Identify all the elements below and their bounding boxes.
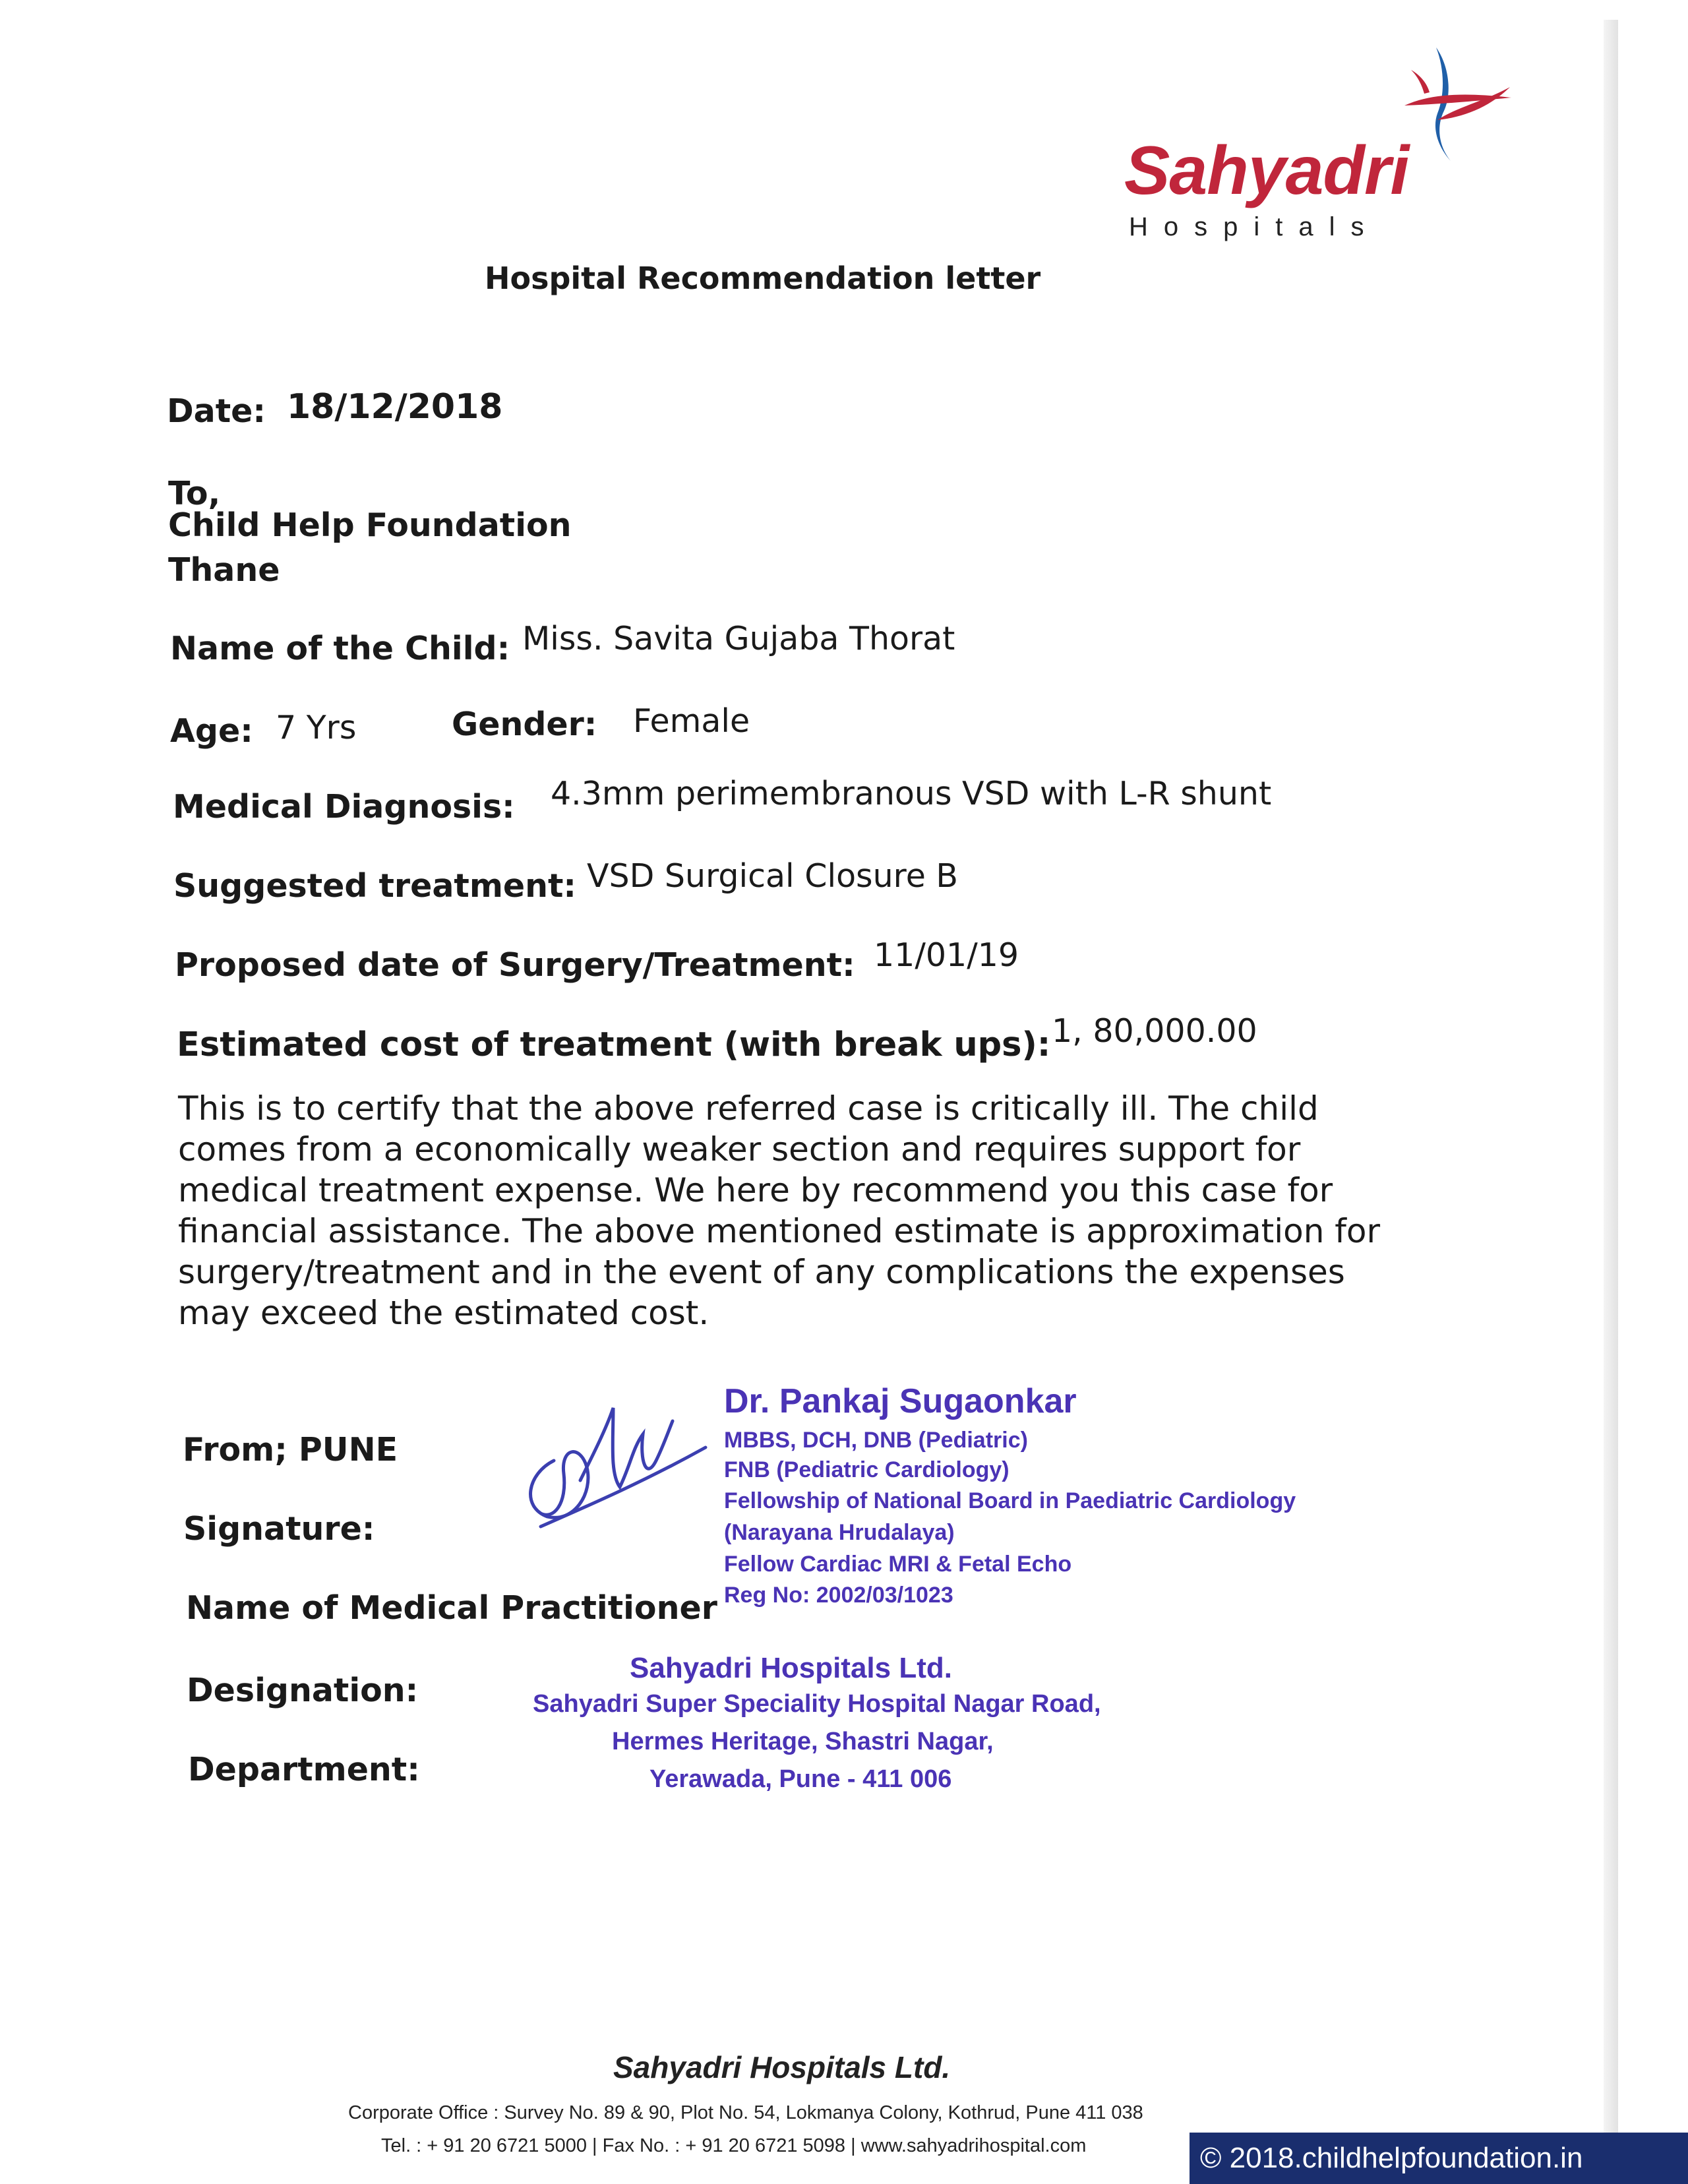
recipient-org: Child Help Foundation: [168, 506, 572, 544]
practitioner-label: Name of Medical Practitioner: [186, 1589, 717, 1627]
gender-value: Female: [633, 702, 750, 740]
hospital-stamp-line-2: Hermes Heritage, Shastri Nagar,: [612, 1728, 994, 1755]
from-label: From; PUNE: [183, 1431, 398, 1469]
doctor-qualification-3: Fellowship of National Board in Paediatric Cardiology: [724, 1488, 1296, 1513]
doctor-name: Dr. Pankaj Sugaonkar: [724, 1382, 1077, 1420]
age-label: Age:: [170, 712, 253, 750]
footer-address: Corporate Office : Survey No. 89 & 90, Plot No. 54, Lokmanya Colony, Kothrud, Pune 411 038: [348, 2102, 1143, 2123]
age-value: 7 Yrs: [276, 709, 357, 746]
recipient-city: Thane: [168, 551, 280, 589]
doctor-qualification-4: (Narayana Hrudalaya): [724, 1520, 955, 1545]
logo-subtitle: Hospitals: [1129, 212, 1380, 241]
document-title: Hospital Recommendation letter: [485, 260, 1041, 296]
diagnosis-value: 4.3mm perimembranous VSD with L-R shunt: [551, 775, 1272, 812]
hospital-stamp-name: Sahyadri Hospitals Ltd.: [630, 1652, 952, 1684]
date-value: 18/12/2018: [287, 387, 503, 427]
certification-paragraph: This is to certify that the above referred case is critically ill. The child comes from a economically weaker section and requires support for medical treatment expense. We here by recommend you this case for financial assistance. The above mentioned estimate is approximation for surgery/treatment and in the event of any complications the expenses may exceed the estimated cost.: [178, 1089, 1381, 1332]
handwritten-signature: [514, 1381, 712, 1546]
scan-edge-strip: [1604, 20, 1618, 2184]
child-name-label: Name of the Child:: [170, 630, 510, 667]
designation-label: Designation:: [187, 1672, 419, 1709]
recipient-to: To,: [168, 475, 221, 512]
signature-label: Signature:: [183, 1510, 375, 1548]
gender-label: Gender:: [452, 706, 597, 743]
surgery-date-value: 11/01/19: [874, 936, 1019, 974]
treatment-label: Suggested treatment:: [173, 867, 577, 905]
date-label: Date:: [167, 392, 266, 430]
sahyadri-cross-logo-icon: [1398, 41, 1517, 166]
cost-value: 1, 80,000.00: [1052, 1012, 1257, 1050]
hospital-stamp-line-3: Yerawada, Pune - 411 006: [649, 1765, 952, 1793]
footer-company: Sahyadri Hospitals Ltd.: [613, 2050, 951, 2084]
doctor-qualification-2: FNB (Pediatric Cardiology): [724, 1457, 1010, 1482]
doctor-qualification-1: MBBS, DCH, DNB (Pediatric): [724, 1428, 1028, 1453]
cost-label: Estimated cost of treatment (with break ups):: [177, 1025, 1051, 1064]
child-name-value: Miss. Savita Gujaba Thorat: [522, 620, 955, 657]
hospital-stamp-line-1: Sahyadri Super Speciality Hospital Nagar Road,: [533, 1690, 1101, 1718]
department-label: Department:: [188, 1751, 420, 1788]
doctor-qualification-5: Fellow Cardiac MRI & Fetal Echo: [724, 1552, 1072, 1577]
footer-contact: Tel. : + 91 20 6721 5000 | Fax No. : + 91 20 6721 5098 | www.sahyadrihospital.com: [381, 2135, 1087, 2156]
doctor-registration: Reg No: 2002/03/1023: [724, 1583, 953, 1608]
diagnosis-label: Medical Diagnosis:: [173, 788, 515, 826]
logo-wordmark: Sahyadri: [1124, 133, 1409, 209]
copyright-banner: © 2018.childhelpfoundation.in: [1190, 2133, 1688, 2184]
surgery-date-label: Proposed date of Surgery/Treatment:: [175, 946, 855, 984]
treatment-value: VSD Surgical Closure B: [587, 857, 959, 895]
